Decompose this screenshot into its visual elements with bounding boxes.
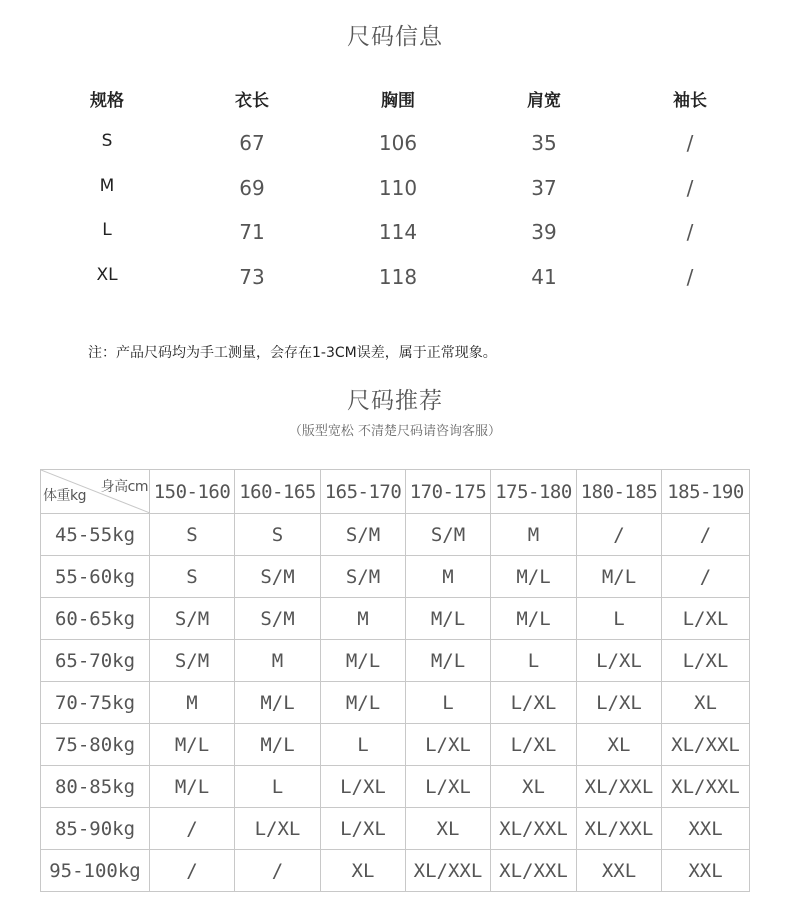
recommended-size-cell: M/L	[577, 556, 662, 598]
recommended-size-cell: M/L	[321, 682, 406, 724]
recommended-size-cell: XL	[577, 724, 662, 766]
size-info-value: 114	[378, 220, 418, 244]
size-info-value: 110	[378, 176, 418, 200]
height-range-header: 150-160	[150, 470, 235, 514]
recommended-size-cell: L	[491, 640, 577, 682]
recommended-size-cell: L/XL	[491, 724, 577, 766]
size-info-value: 106	[378, 131, 418, 155]
recommended-size-cell: L/XL	[406, 724, 491, 766]
size-info-header: 袖长	[673, 91, 707, 111]
table-row	[41, 808, 750, 850]
recommended-size-cell: S/M	[406, 514, 491, 556]
recommended-size-cell: XL/XXL	[577, 808, 662, 850]
recommended-size-cell: XL/XXL	[662, 766, 750, 808]
recommended-size-cell: XL	[662, 682, 750, 724]
recommended-size-cell: L	[406, 682, 491, 724]
size-info-header: 衣长	[235, 91, 269, 111]
recommended-size-cell: /	[577, 514, 662, 556]
recommended-size-cell: S	[235, 514, 321, 556]
recommended-size-cell: XL	[406, 808, 491, 850]
recommended-size-cell: L	[235, 766, 321, 808]
corner-height-label: 身高cm	[100, 479, 148, 495]
recommended-size-cell: M/L	[406, 598, 491, 640]
height-range-header: 160-165	[235, 470, 321, 514]
table-row	[41, 682, 750, 724]
size-info-value: /	[686, 176, 694, 200]
table-row	[41, 766, 750, 808]
size-info-value: 35	[531, 131, 557, 155]
table-row	[41, 556, 750, 598]
size-info-size: M	[99, 176, 115, 196]
recommended-size-cell: S	[150, 556, 235, 598]
size-info-value: 37	[531, 176, 557, 200]
recommended-size-cell: M	[235, 640, 321, 682]
recommended-size-cell: M/L	[321, 640, 406, 682]
recommended-size-cell: L	[577, 598, 662, 640]
weight-range-cell: 60-65kg	[41, 598, 150, 640]
recommended-size-cell: L/XL	[235, 808, 321, 850]
recommended-size-cell: L/XL	[406, 766, 491, 808]
recommended-size-cell: XXL	[662, 850, 750, 892]
recommended-size-cell: M	[491, 514, 577, 556]
size-info-title: 尺码信息	[347, 24, 443, 50]
weight-range-cell: 80-85kg	[41, 766, 150, 808]
recommended-size-cell: S/M	[321, 514, 406, 556]
recommended-size-cell: L/XL	[662, 640, 750, 682]
recommended-size-cell: XL/XXL	[406, 850, 491, 892]
size-info-value: /	[686, 220, 694, 244]
recommended-size-cell: S	[150, 514, 235, 556]
grid-header-row	[41, 470, 750, 514]
table-row	[41, 598, 750, 640]
recommended-size-cell: S/M	[235, 556, 321, 598]
recommended-size-cell: M/L	[235, 682, 321, 724]
table-row	[41, 724, 750, 766]
recommended-size-cell: XXL	[577, 850, 662, 892]
size-info-size: XL	[96, 265, 118, 285]
size-info-value: 71	[239, 220, 265, 244]
weight-range-cell: 70-75kg	[41, 682, 150, 724]
height-range-header: 175-180	[491, 470, 577, 514]
recommended-size-cell: XL/XXL	[491, 850, 577, 892]
grid-corner-cell	[41, 470, 150, 514]
size-info-value: /	[686, 131, 694, 155]
size-info-value: 41	[531, 265, 557, 289]
size-info-size: S	[101, 131, 113, 151]
recommended-size-cell: M/L	[406, 640, 491, 682]
recommended-size-cell: M/L	[150, 766, 235, 808]
size-recommend-table	[40, 469, 750, 892]
size-info-value: 118	[378, 265, 418, 289]
size-info-value: /	[686, 265, 694, 289]
recommended-size-cell: M	[406, 556, 491, 598]
weight-range-cell: 95-100kg	[41, 850, 150, 892]
recommended-size-cell: /	[150, 850, 235, 892]
recommended-size-cell: L/XL	[321, 766, 406, 808]
recommended-size-cell: S/M	[235, 598, 321, 640]
size-recommend-subtitle: （版型宽松 不清楚尺码请咨询客服）	[288, 424, 502, 439]
recommended-size-cell: L/XL	[577, 682, 662, 724]
height-range-header: 170-175	[406, 470, 491, 514]
table-row	[41, 850, 750, 892]
recommended-size-cell: /	[235, 850, 321, 892]
height-range-header: 165-170	[321, 470, 406, 514]
weight-range-cell: 55-60kg	[41, 556, 150, 598]
recommended-size-cell: L/XL	[662, 598, 750, 640]
recommended-size-cell: M/L	[491, 556, 577, 598]
recommended-size-cell: XL/XXL	[491, 808, 577, 850]
recommended-size-cell: S/M	[150, 640, 235, 682]
recommended-size-cell: L/XL	[491, 682, 577, 724]
recommended-size-cell: M/L	[491, 598, 577, 640]
recommended-size-cell: /	[150, 808, 235, 850]
recommended-size-cell: M/L	[150, 724, 235, 766]
size-info-value: 67	[239, 131, 265, 155]
recommended-size-cell: XL/XXL	[662, 724, 750, 766]
size-info-value: 39	[531, 220, 557, 244]
recommended-size-cell: XL/XXL	[577, 766, 662, 808]
recommended-size-cell: S/M	[321, 556, 406, 598]
recommended-size-cell: S/M	[150, 598, 235, 640]
weight-range-cell: 65-70kg	[41, 640, 150, 682]
size-info-header: 胸围	[381, 91, 415, 111]
size-info-value: 69	[239, 176, 265, 200]
recommended-size-cell: XL	[491, 766, 577, 808]
recommended-size-cell: L/XL	[577, 640, 662, 682]
height-range-header: 180-185	[577, 470, 662, 514]
table-row	[41, 640, 750, 682]
weight-range-cell: 45-55kg	[41, 514, 150, 556]
size-recommend-title: 尺码推荐	[347, 388, 443, 414]
recommended-size-cell: /	[662, 556, 750, 598]
size-info-value: 73	[239, 265, 265, 289]
recommended-size-cell: M	[321, 598, 406, 640]
corner-weight-label: 体重kg	[43, 488, 86, 504]
recommended-size-cell: M	[150, 682, 235, 724]
recommended-size-cell: L/XL	[321, 808, 406, 850]
measurement-note: 注：产品尺码均为手工测量，会存在1-3CM误差，属于正常现象。	[88, 345, 497, 361]
recommended-size-cell: XXL	[662, 808, 750, 850]
recommended-size-cell: L	[321, 724, 406, 766]
recommended-size-cell: XL	[321, 850, 406, 892]
size-info-header: 规格	[90, 91, 124, 111]
weight-range-cell: 85-90kg	[41, 808, 150, 850]
size-info-size: L	[102, 220, 112, 240]
table-row	[41, 514, 750, 556]
recommended-size-cell: M/L	[235, 724, 321, 766]
weight-range-cell: 75-80kg	[41, 724, 150, 766]
size-info-header: 肩宽	[527, 91, 561, 111]
height-range-header: 185-190	[662, 470, 750, 514]
recommended-size-cell: /	[662, 514, 750, 556]
